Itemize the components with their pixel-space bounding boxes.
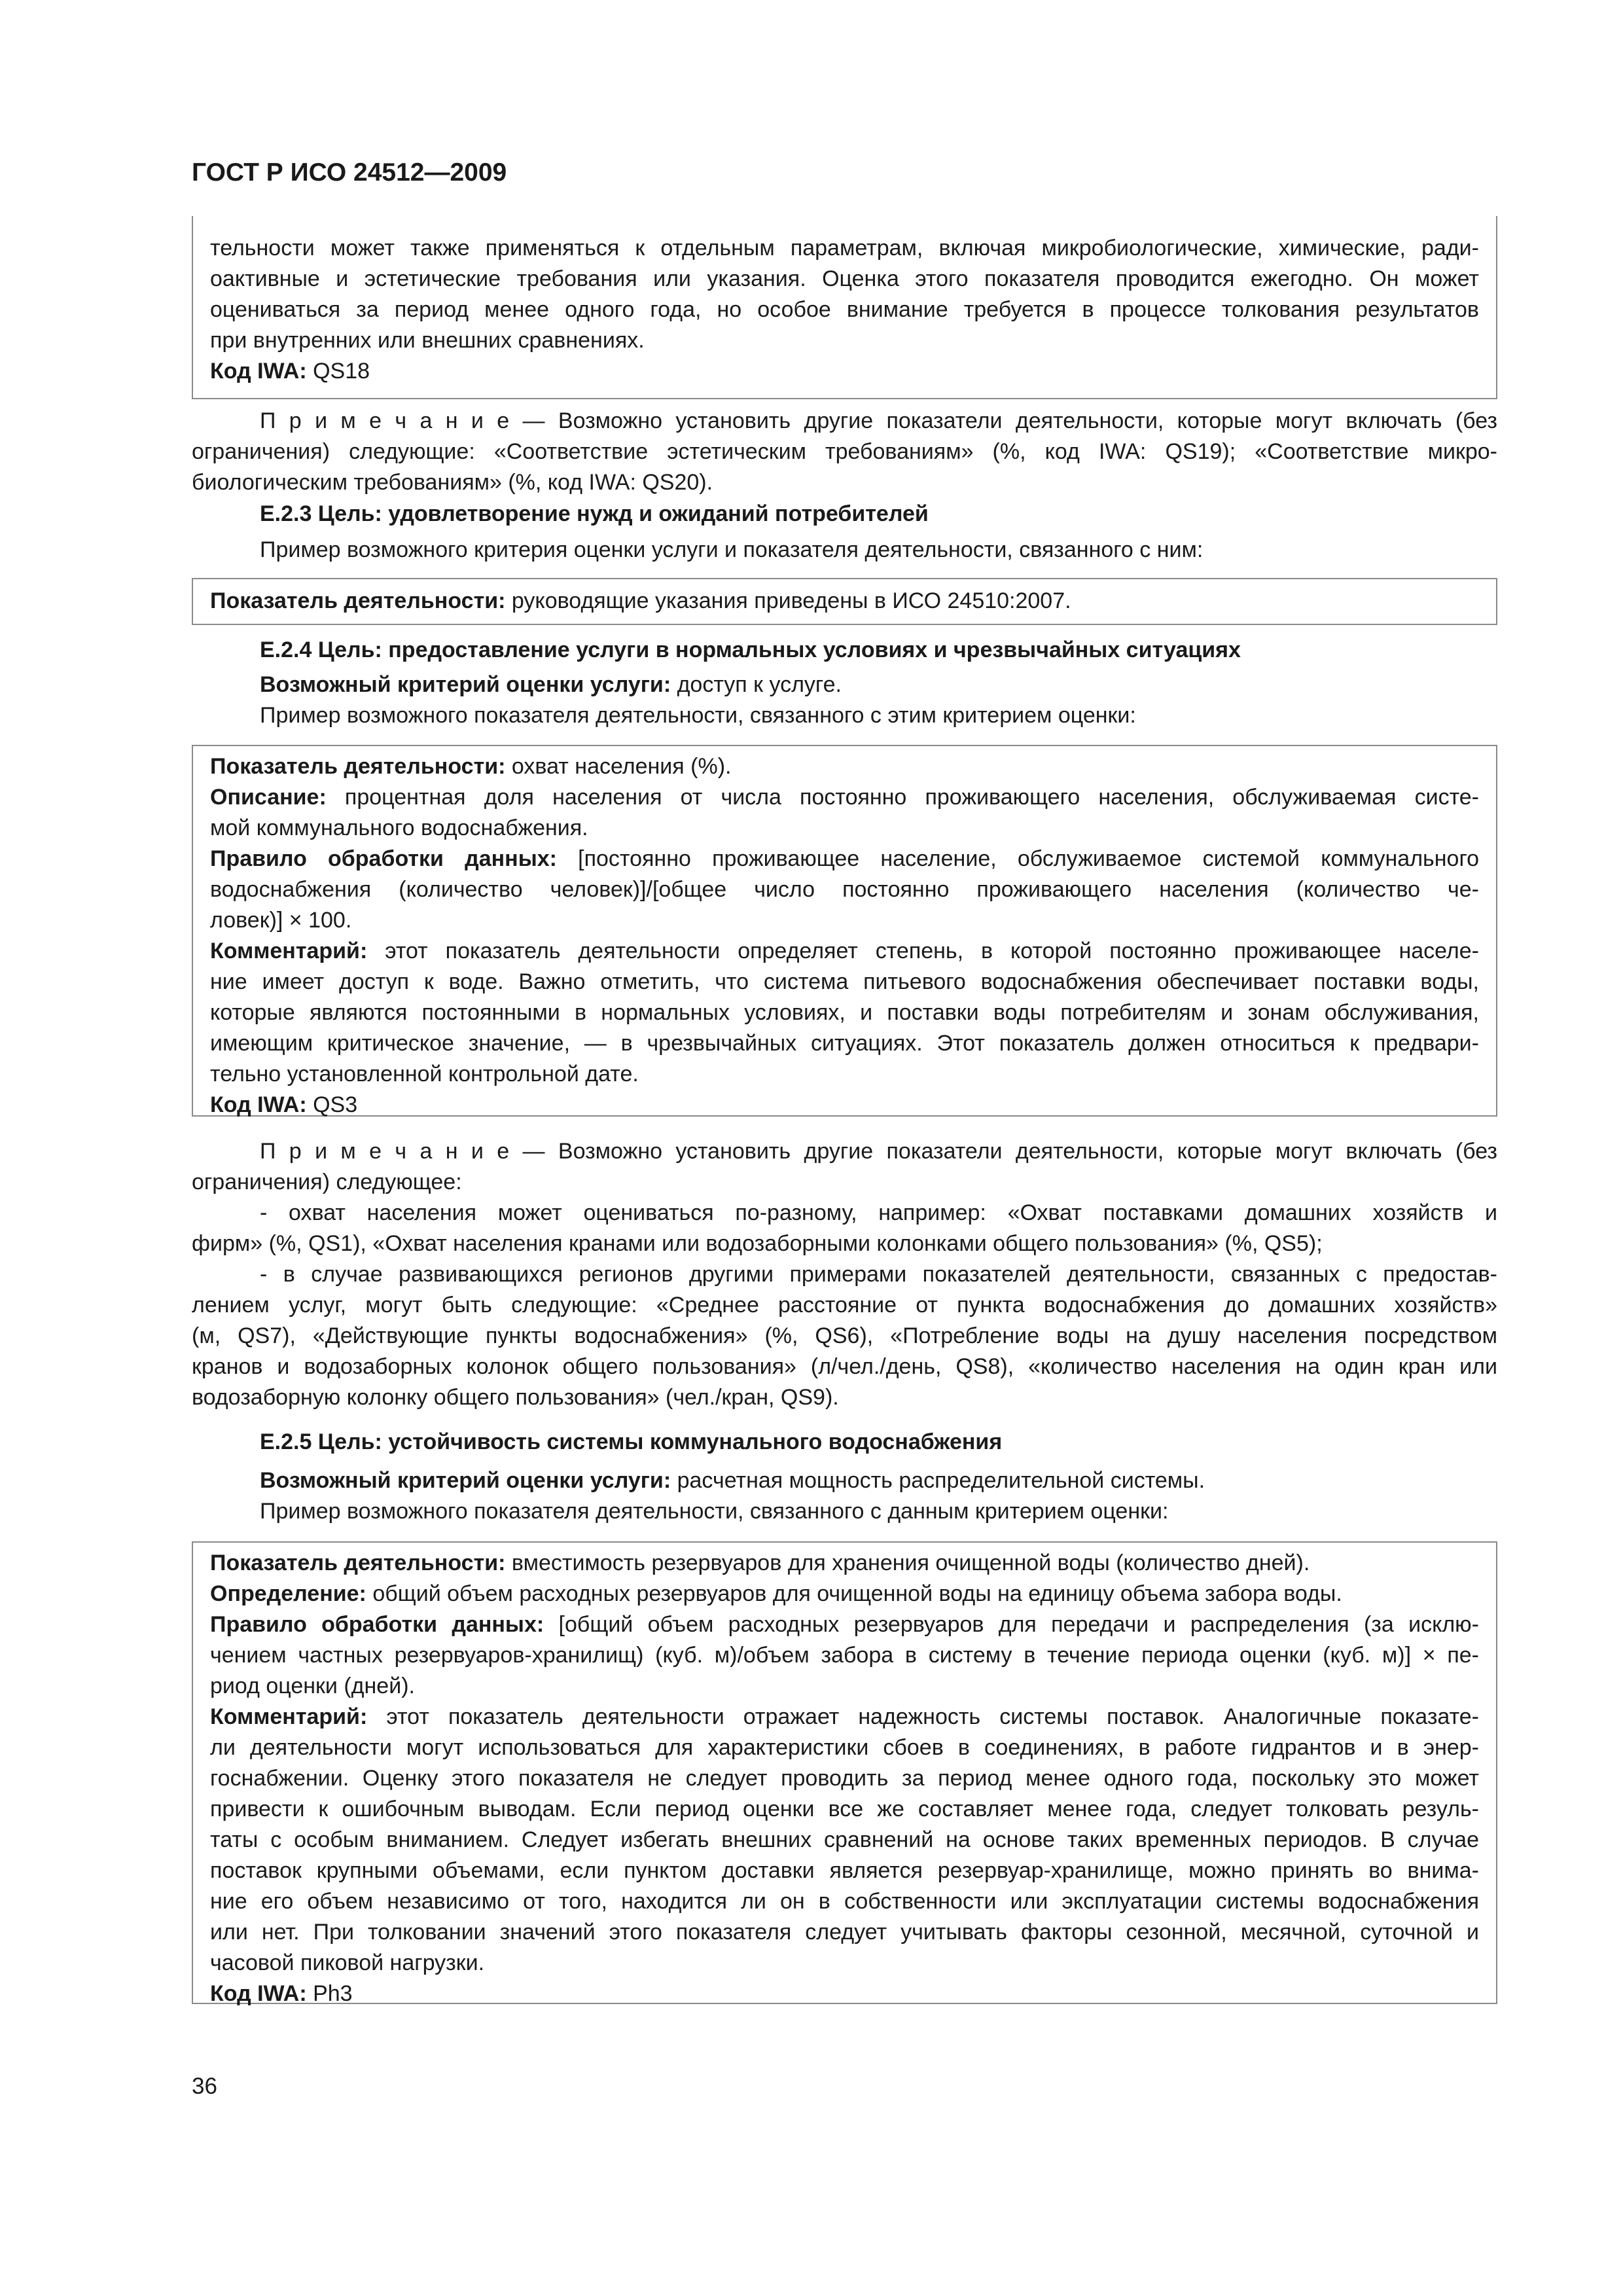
- definition-label: Определение:: [210, 1581, 366, 1606]
- indicator-label: Показатель деятельности:: [210, 1551, 506, 1575]
- note-label: П р и м е ч а н и е: [260, 1139, 510, 1164]
- note-1: [192, 406, 1497, 498]
- criterion-label: Возможный критерий оценки услуги:: [260, 672, 671, 697]
- indicator-value: руководящие указания приведены в ИСО 24510:2007.: [511, 588, 1071, 613]
- criterion-line: [192, 1465, 1497, 1496]
- indicator-value: вместимость резервуаров для хранения очищенной воды (количество дней).: [511, 1551, 1310, 1575]
- comment-line: ние имеет доступ к воде. Важно отметить, что система питьевого водоснабжения обеспечивает поставки воды,: [210, 969, 1479, 994]
- note-bullet-line: (м, QS7), «Действующие пункты водоснабжения» (%, QS6), «Потребление воды на душу населения посредством: [192, 1323, 1497, 1348]
- comment-line: тельно установленной контрольной дате.: [210, 1062, 639, 1086]
- comment-line: привести к ошибочным выводам. Если период оценки все же составляет менее года, следует толковать резуль-: [210, 1797, 1479, 1821]
- comment-label: Комментарий:: [210, 939, 368, 963]
- iwa-code-value: QS3: [313, 1092, 358, 1117]
- box-text-line: оактивные и эстетические требования или указания. Оценка этого показателя проводится ежегодно. Он может: [210, 266, 1479, 291]
- indicator-value: охват населения (%).: [511, 754, 732, 779]
- comment-line: госнабжении. Оценку этого показателя не следует проводить за период менее одного года, поскольку это может: [210, 1766, 1479, 1791]
- note-line: ограничения) следующее:: [192, 1170, 462, 1194]
- comment-line: поставок крупными объемами, если пунктом доставки является резервуар-хранилище, можно принять во внима-: [210, 1858, 1479, 1883]
- criterion-value: расчетная мощность распределительной системы.: [677, 1468, 1205, 1493]
- note-bullet-line: фирм» (%, QS1), «Охват населения кранами или водозаборными колонками общего пользования» (%, QS5);: [192, 1231, 1323, 1256]
- definition-value: общий объем расходных резервуаров для очищенной воды на единицу объема забора воды.: [372, 1581, 1342, 1606]
- section-intro: Пример возможного показателя деятельности, связанного с этим критерием оценки:: [260, 703, 1136, 728]
- section-heading-e25: Е.2.5 Цель: устойчивость системы коммунального водоснабжения: [260, 1429, 1003, 1454]
- criterion-line: [192, 670, 1497, 700]
- note-first-line: П р и м е ч а н и е — Возможно установить другие показатели деятельности, которые могут включать (без: [260, 408, 1497, 433]
- note-bullet-line: кранов и водозаборных колонок общего пользования» (л/чел./день, QS8), «количество населения на один кран или: [192, 1354, 1497, 1379]
- rule-line: чением частных резервуаров-хранилищ) (куб. м)/объем забора в систему в течение периода оценки (куб. м)] × пе-: [210, 1643, 1479, 1668]
- indicator-box-ph3: Показатель деятельности: вместимость резервуаров для хранения очищенной воды (количество дней). Определение: общий объем расходных резервуаров для очищенной воды на единицу объема забора воды. Правило обработки данных: [общий объем расходных резервуаров для передачи и распределения (за исклю- чением частных резервуаров-хранилищ) (куб. м)/объем забора в систему в течение периода оценки (куб. м)] × пе- риод оценки (дней). Комментарий: этот показатель деятельности отражает надежность системы поставок. Аналогичные показате- ли деятельности могут использоваться для характеристики сбоев в соединениях, в работе гидрантов и в энер- госнабжении. Оценку этого показателя не следует проводить за период менее одного года, поскольку это может привести к ошибочным выводам. Если период оценки все же составляет менее года, следует толковать резуль- таты с особым вниманием. Следует избегать внешних сравнений на основе таких временных периодов. В случае поставок крупными объемами, если пунктом доставки является резервуар-хранилище, можно принять во внима- ние его объем независимо от того, находится ли он в собственности или эксплуатации системы водоснабжения или нет. При толковании значений этого показателя следует учитывать факторы сезонной, месячной, суточной и часовой пиковой нагрузки. Код IWA: Ph3: [192, 1541, 1497, 2004]
- indicator-box-e23: [192, 578, 1497, 625]
- comment-line: часовой пиковой нагрузки.: [210, 1950, 485, 1975]
- iwa-code-line: [210, 1979, 1479, 2009]
- rule-line: риод оценки (дней).: [210, 1674, 415, 1698]
- note-bullet-line: - охват населения может оцениваться по-разному, например: «Охват поставками домашних хозяйств и: [260, 1200, 1497, 1225]
- comment-line: которые являются постоянными в нормальных условиях, и поставки воды потребителям и зонам обслуживания,: [210, 1000, 1479, 1025]
- rule-line: ловек)] × 100.: [210, 908, 352, 933]
- note-label: П р и м е ч а н и е: [260, 408, 510, 433]
- description-line: мой коммунального водоснабжения.: [210, 816, 588, 840]
- criterion-value: доступ к услуге.: [677, 672, 842, 697]
- indicator-box-qs3: Показатель деятельности: охват населения (%). Описание: процентная доля населения от числа постоянно проживающего населения, обслуживаемая систе- мой коммунального водоснабжения. Правило обработки данных: [постоянно проживающее население, обслуживаемое системой коммунального водоснабжения (количество человек)]/[общее число постоянно проживающего населения (количество че- ловек)] × 100. Комментарий: этот показатель деятельности определяет степень, в которой постоянно проживающее населе- ние имеет доступ к воде. Важно отметить, что система питьевого водоснабжения обеспечивает поставки воды, которые являются постоянными в нормальных условиях, и поставки воды потребителям и зонам обслуживания, имеющим критическое значение, — в чрезвычайных ситуациях. Этот показатель должен относиться к предвари- тельно установленной контрольной дате. Код IWA: QS3: [192, 745, 1497, 1117]
- criterion-label: Возможный критерий оценки услуги:: [260, 1468, 671, 1493]
- section-intro: Пример возможного показателя деятельности, связанного с данным критерием оценки:: [260, 1499, 1169, 1524]
- section-e25: [192, 1427, 1497, 1527]
- description-label: Описание:: [210, 785, 327, 810]
- indicator-box-qs18: [192, 216, 1497, 399]
- iwa-code-label: Код IWA:: [210, 1981, 307, 2006]
- iwa-code-label: Код IWA:: [210, 359, 307, 384]
- comment-line: ли деятельности могут использоваться для характеристики сбоев в соединениях, в работе гидрантов и в энер-: [210, 1735, 1479, 1760]
- rule-label: Правило обработки данных:: [210, 1612, 544, 1637]
- page-number: 36: [192, 2073, 217, 2099]
- document-header: ГОСТ Р ИСО 24512—2009: [192, 158, 507, 187]
- note-bullet-line: водозаборную колонку общего пользования» (чел./кран, QS9).: [192, 1385, 839, 1410]
- iwa-code-value: QS18: [313, 359, 370, 384]
- note-line: биологическим требованиям» (%, код IWA: QS20).: [192, 470, 713, 495]
- box-text-line: тельности может также применяться к отдельным параметрам, включая микробиологические, химические, ради-: [210, 236, 1479, 260]
- note-line: ограничения) следующие: «Соответствие эстетическим требованиям» (%, код IWA: QS19); «Соответствие микро-: [192, 439, 1497, 464]
- comment-line: имеющим критическое значение, — в чрезвычайных ситуациях. Этот показатель должен относиться к предвари-: [210, 1031, 1479, 1056]
- rule-line: водоснабжения (количество человек)]/[общее число постоянно проживающего населения (количество че-: [210, 877, 1479, 902]
- section-intro: Пример возможного критерия оценки услуги и показателя деятельности, связанного с ним:: [260, 537, 1204, 562]
- section-heading-e24: Е.2.4 Цель: предоставление услуги в нормальных условиях и чрезвычайных ситуациях: [260, 637, 1241, 662]
- section-heading-e23: Е.2.3 Цель: удовлетворение нужд и ожиданий потребителей: [260, 501, 929, 526]
- note-bullet-line: - в случае развивающихся регионов другими примерами показателей деятельности, связанных с предостав-: [260, 1262, 1497, 1287]
- indicator-label: Показатель деятельности:: [210, 754, 506, 779]
- section-e24: [192, 635, 1497, 731]
- section-e23: [192, 499, 1497, 565]
- rule-label: Правило обработки данных:: [210, 846, 557, 871]
- note-bullet-line: лением услуг, могут быть следующие: «Среднее расстояние от пункта водоснабжения до домашних хозяйств»: [192, 1293, 1497, 1318]
- comment-line: таты с особым вниманием. Следует избегать внешних сравнений на основе таких временных периодов. В случае: [210, 1827, 1479, 1852]
- box-text-line: при внутренних или внешних сравнениях.: [210, 328, 645, 353]
- comment-line: или нет. При толковании значений этого показателя следует учитывать факторы сезонной, месячной, суточной и: [210, 1920, 1479, 1945]
- iwa-code-line: [210, 1090, 1479, 1121]
- comment-line: ние его объем независимо от того, находится ли он в собственности или эксплуатации системы водоснабжения: [210, 1889, 1479, 1914]
- indicator-label: Показатель деятельности:: [210, 588, 506, 613]
- note-2: [192, 1136, 1497, 1413]
- note-first-line: П р и м е ч а н и е — Возможно установить другие показатели деятельности, которые могут включать (без: [260, 1139, 1497, 1164]
- box-text-line: оцениваться за период менее одного года, но особое внимание требуется в процессе толкования результатов: [210, 297, 1479, 322]
- iwa-code-label: Код IWA:: [210, 1092, 307, 1117]
- comment-label: Комментарий:: [210, 1704, 368, 1729]
- iwa-code-value: Ph3: [313, 1981, 353, 2006]
- iwa-code-line: [210, 356, 1479, 387]
